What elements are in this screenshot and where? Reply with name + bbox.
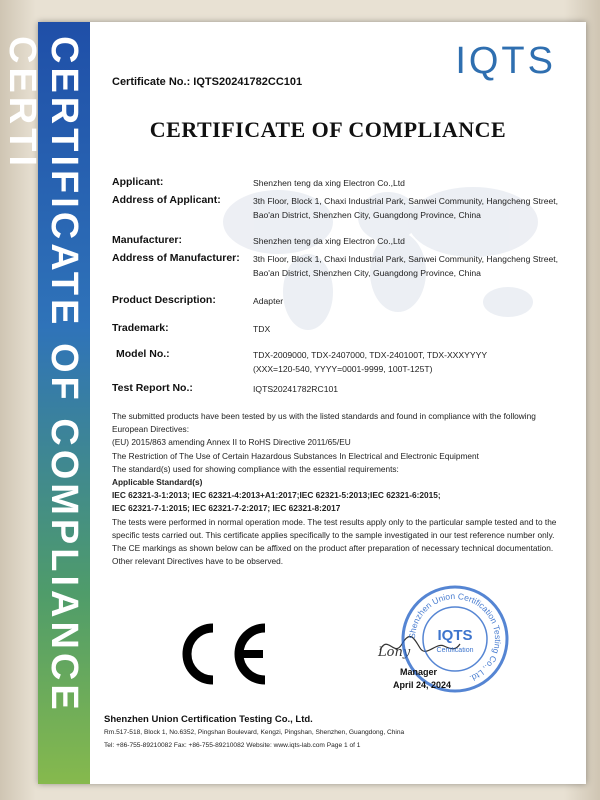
test-report-value: IQTS20241782RC101: [253, 384, 339, 394]
manufacturer-value: Shenzhen teng da xing Electron Co.,Ltd: [253, 236, 405, 246]
manufacturer-address-label: Address of Manufacturer:: [112, 252, 240, 264]
statement-p4: The standard(s) used for showing compliance with the essential requirements:: [112, 463, 399, 474]
footer-company: Shenzhen Union Certification Testing Co., Ltd.: [104, 714, 313, 725]
model-value-line2: (XXX=120-540, YYYY=0001-9999, 100T-125T): [253, 364, 433, 374]
certificate-number: Certificate No.: IQTS20241782CC101: [112, 76, 303, 88]
footer-contact: Tel: +86-755-89210082 Fax: +86-755-89210082 Website: www.iqts-lab.com Page 1 of 1: [104, 742, 361, 749]
stamp-ring-text: Shenzhen Union Certification Testing Co., Ltd.: [406, 590, 504, 684]
iqts-logo: IQTS: [455, 40, 556, 82]
statement-p5: The tests were performed in normal operation mode. The test results apply only to the particular sample tested and to the specific tests carried out. This certificate applies specifically to the sample investigated in our test reference number only.: [112, 516, 557, 540]
test-report-label: Test Report No.:: [112, 382, 193, 394]
trademark-label: Trademark:: [112, 322, 169, 334]
statement-p2: (EU) 2015/863 amending Annex II to RoHS Directive 2011/65/EU: [112, 437, 351, 448]
applicant-value: Shenzhen teng da xing Electron Co.,Ltd: [253, 178, 405, 188]
side-stripe: [1, 22, 90, 784]
applicant-address-value: 3th Floor, Block 1, Chaxi Industrial Park, Sanwei Community, Hangcheng Street, Bao'an District, Shenzhen City, Guangdong Province, China: [253, 196, 559, 220]
trademark-value: TDX: [253, 324, 271, 334]
certificate-paper: [1, 22, 586, 784]
model-label: Model No.:: [116, 348, 170, 360]
signature-text: Lony: [378, 645, 411, 660]
applicant-address-label: Address of Applicant:: [112, 194, 221, 206]
ce-mark-icon: [163, 622, 275, 686]
statement-p3: The Restriction of The Use of Certain Hazardous Substances In Electrical and Electronic Equipment: [112, 450, 479, 461]
company-stamp: [400, 584, 510, 694]
product-value: Adapter: [253, 296, 284, 306]
statement-p6: The CE markings as shown below can be affixed on the product after preparation of necessary technical documentation.: [112, 543, 554, 554]
model-value-line1: TDX-2009000, TDX-2407000, TDX-240100T, TDX-XXXYYYY: [253, 350, 488, 360]
side-stripe-text: CERTIFICATE OF COMPLIANCE CERTI: [1, 36, 85, 714]
issue-date: April 24, 2024: [393, 680, 452, 690]
applicant-label: Applicant:: [112, 176, 164, 188]
standards-line1: IEC 62321-3-1:2013; IEC 62321-4:2013+A1:2017;IEC 62321-5:2013;IEC 62321-6:2015;: [112, 490, 441, 501]
standards-heading: Applicable Standard(s): [112, 477, 203, 488]
manager-title: Manager: [400, 667, 438, 677]
stamp-center-text: IQTS: [437, 627, 473, 644]
product-label: Product Description:: [112, 294, 216, 306]
manufacturer-address-value: 3th Floor, Block 1, Chaxi Industrial Park, Sanwei Community, Hangcheng Street, Bao'an District, Shenzhen City, Guangdong Province, China: [253, 254, 559, 278]
standards-line2: IEC 62321-7-1:2015; IEC 62321-7-2:2017; IEC 62321-8:2017: [112, 503, 341, 514]
statement-p1: The submitted products have been tested by us with the listed standards and found in compliance with the following European Directives:: [112, 411, 536, 435]
statement-p7: Other relevant Directives have to be observed.: [112, 556, 284, 567]
model-value: [253, 348, 573, 376]
manufacturer-label: Manufacturer:: [112, 234, 183, 246]
compliance-statement: [112, 410, 574, 568]
certificate-title: CERTIFICATE OF COMPLIANCE: [149, 117, 507, 142]
stamp-sub-text: Certification: [436, 647, 474, 654]
footer-address: Rm.517-518, Block 1, No.6352, Pingshan Boulevard, Kengzi, Pingshan, Shenzhen, Guangdong, China: [104, 729, 405, 736]
